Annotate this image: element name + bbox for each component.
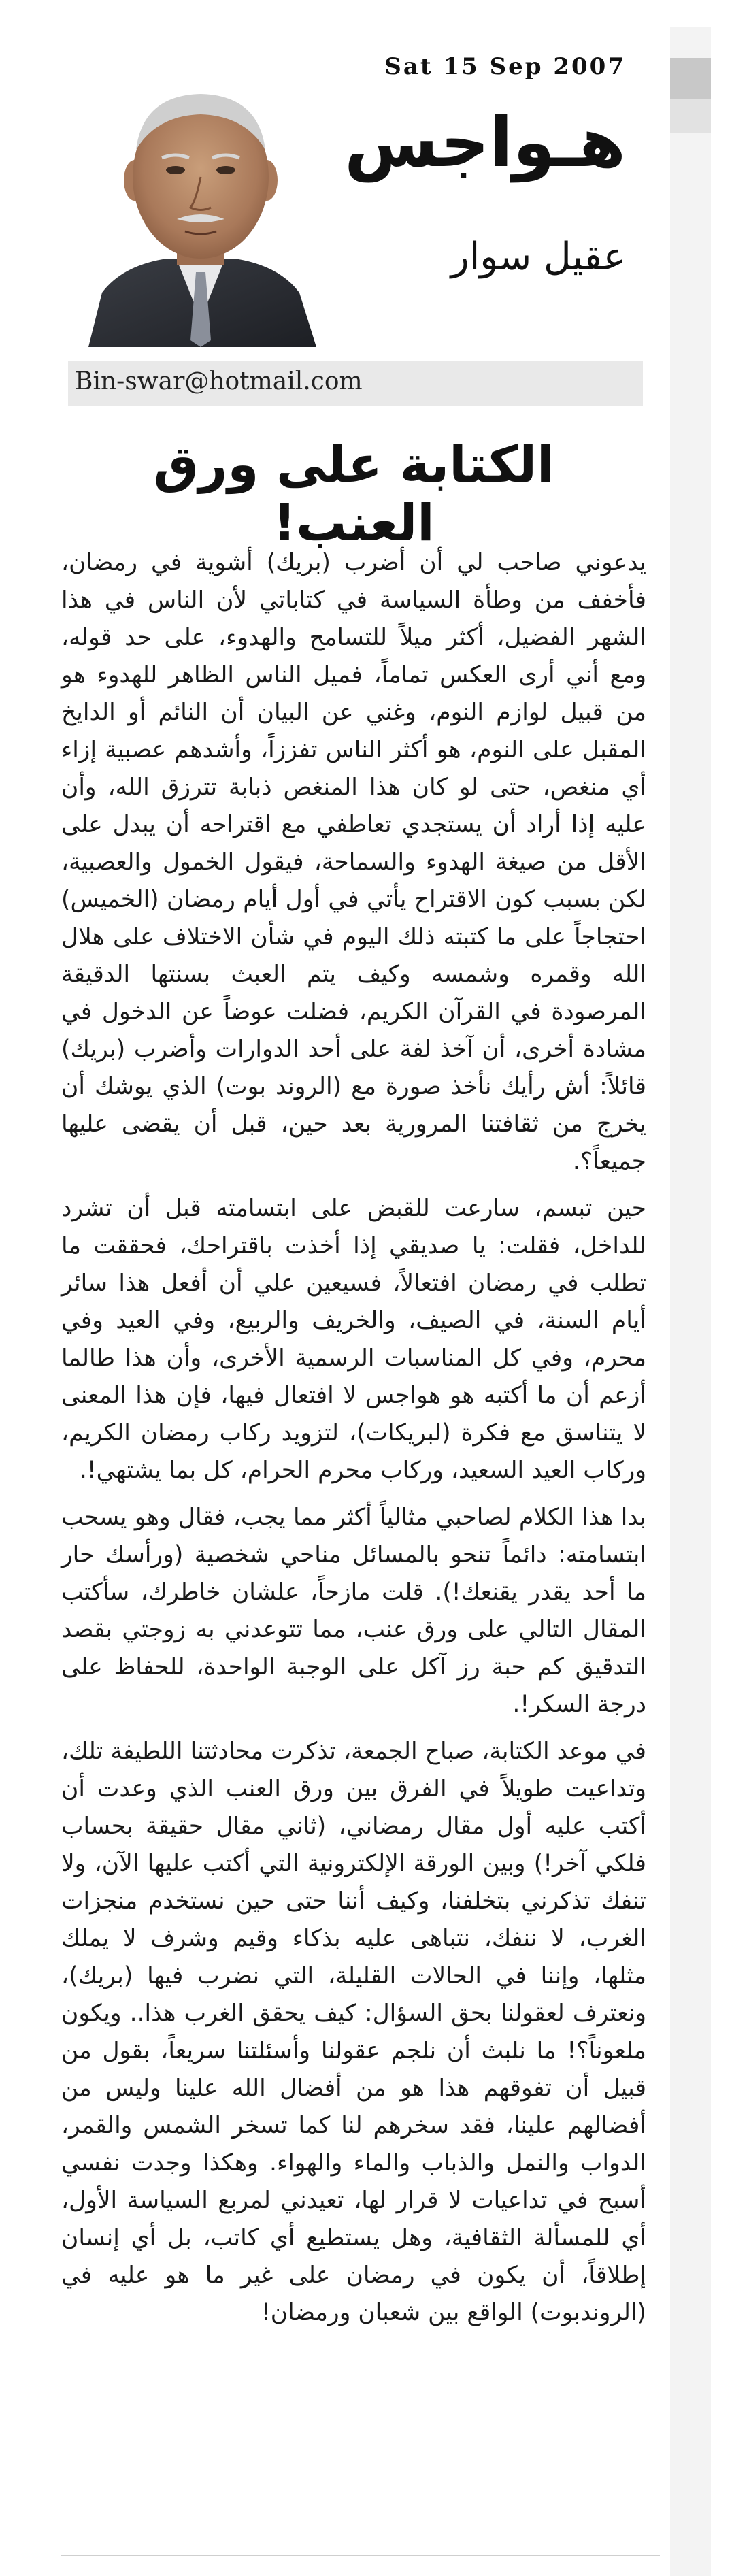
scrollbar-thumb-secondary	[670, 99, 711, 133]
author-email-link[interactable]: Bin-swar@hotmail.com	[75, 367, 363, 395]
bottom-divider	[61, 2555, 660, 2556]
publication-date: Sat 15 Sep 2007	[384, 53, 626, 80]
scrollbar-thumb[interactable]	[670, 58, 711, 99]
article-paragraph: بدا هذا الكلام لصاحبي مثالياً أكثر مما يجب، فقال وهو يسحب ابتسامته: دائماً تنحو بالمسائل مناحي شخصية (ورأسك حار ما أحد يقدر يقنعك!). قلت مازحاً، علشان خاطرك، سأكتب المقال التالي على ورق عنب، مما تتوعدني به زوجتي بقصد التدقيق كم حبة رز آكل على الوجبة الواحدة، للحفاظ على درجة السكر!.	[61, 1504, 646, 1718]
article-paragraph: يدعوني صاحب لي أن أضرب (بريك) أشوية في رمضان، فأخفف من وطأة السياسة في كتاباتي لأن الناس في هذا الشهر الفضيل، أكثر ميلاً للتسامح والهدوء، على حد قوله، ومع أني أرى العكس تماماً، فميل الناس الظاهر للهدوء هو من قبيل لوازم النوم، وغني عن البيان أن النائم أو الدايخ المقبل على النوم، هو أكثر الناس تفززاً، وأشدهم عصبية إزاء أي منغص، حتى لو كان هذا المنغص ذبابة تترزق الله، وأن عليه إذا أراد أن يستجدي تعاطفي مع اقتراحه أن يبدل على الأقل من صيغة الهدوء والسماحة، فيقول الخمول والعصبية، لكن بسبب كون الاقتراح يأتي في أول أيام رمضان (الخميس) احتجاجاً على ما كتبته ذلك اليوم في شأن الاختلاف على هلال الله وقمره وشمسه وكيف يتم العبث بسنتها الدقيقة المرصودة في القرآن الكريم، فضلت عوضاً عن الدخول في مشادة أخرى، أن آخذ لفة على أحد الدوارات وأضرب (بريك) قائلاً: أش رأيك نأخذ صورة مع (الروند بوت) الذي يوشك أن يخرج من ثقافتنا المرورية بعد حين، قبل أن يقضى عليها جميعاً؟.	[61, 549, 646, 1175]
scrollbar-track[interactable]	[670, 27, 711, 2576]
column-title: هـواجس	[344, 103, 626, 182]
author-name: عقيل سوار	[450, 235, 626, 279]
article-body	[61, 544, 646, 2341]
article-paragraph: حين تبسم، سارعت للقبض على ابتسامته قبل أن تشرد للداخل، فقلت: يا صديقي إذا أخذت باقتراحك، فحققت ما تطلب في رمضان افتعالاً، فسيعين علي أن أفعل هذا سائر أيام السنة، في الصيف، والخريف والربيع، وفي العيد وفي محرم، وفي كل المناسبات الرسمية الأخرى، وأن هذا طالما أزعم أن ما أكتبه هو هواجس لا افتعال فيها، فإن هذا المعنى لا يتناسق مع فكرة (لبريكات)، لتزويد ركاب رمضان الكريم، وركاب العيد السعيد، وركاب محرم الحرام، كل بما يشتهي!.	[61, 1195, 646, 1484]
article-title: الكتابة على ورق العنب!	[153, 435, 554, 552]
article-paragraph: في موعد الكتابة، صباح الجمعة، تذكرت محادثتنا اللطيفة تلك، وتداعيت طويلاً في الفرق بين ورق العنب الذي وعدت أن أكتب عليه أول مقال رمضاني، (ثاني مقال حقيقة بحساب فلكي آخر!) وبين الورقة الإلكترونية التي أكتب عليها الآن، ولا تنفك تذكرني بتخلفنا، وكيف أننا حتى حين نستخدم منجزات الغرب، لا ننفك، نتباهى عليه بذكاء وقيم وشرف لا يملك مثلها، وإننا في الحالات القليلة، التي نضرب فيها (بريك)، ونعترف لعقولنا بحق السؤال: كيف يحقق الغرب هذا.. ويكون ملعوناً؟! ما نلبث أن نلجم عقولنا وأسئلتنا سريعاً، بقول من قبيل أن تفوقهم هذا هو من أفضال الله علينا وليس من أفضالهم علينا، فقد سخرهم لنا كما تسخر الشمس والقمر، الدواب والنمل والذباب والماء والهواء. وهكذا وجدت نفسي أسبح في تداعيات لا قرار لها، تعيدني لمربع السياسة الأول، أي للمسألة الثقافية، وهل يستطيع أي كاتب، بل أي إنسان إطلاقاً، أن يكون في رمضان على غير ما هو عليه في (الروندبوت) الواقع بين شعبان ورمضان!	[61, 1738, 646, 2326]
author-portrait	[82, 68, 320, 347]
